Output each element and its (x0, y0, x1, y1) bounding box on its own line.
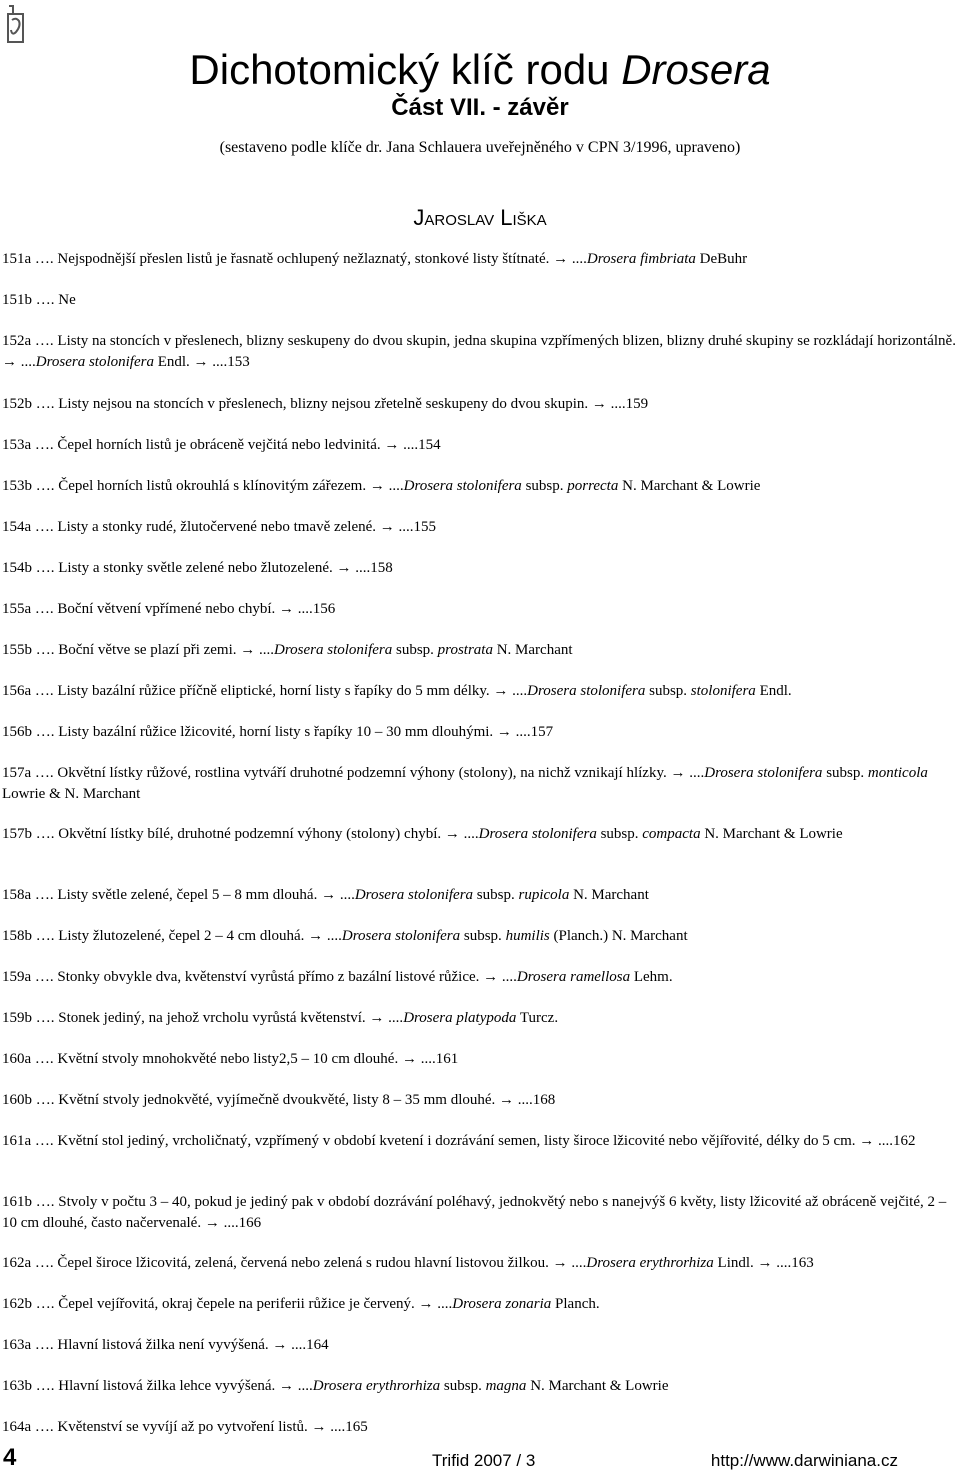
taxon-name: Drosera fimbriata (586, 251, 696, 267)
entry-text: 159b …. Stonek jediný, na jehož vrcholu vyrůstá květenství. → .... (2, 1010, 404, 1026)
entry-text: (Planch.) N. Marchant (549, 928, 688, 944)
key-entry (2, 640, 958, 661)
taxon-name: compacta (642, 826, 701, 842)
key-entry (2, 763, 958, 805)
taxon-name: Drosera stolonifera (341, 928, 461, 944)
website-url: http://www.darwiniana.cz (710, 1451, 898, 1470)
taxon-name: humilis (505, 928, 550, 944)
taxon-name: Drosera stolonifera (403, 478, 522, 494)
entry-text: 153a …. Čepel horních listů je obráceně vejčitá nebo ledvinitá. → ....154 (2, 437, 441, 453)
taxon-name: rupicola (518, 887, 570, 903)
taxon-name: porrecta (567, 478, 619, 494)
key-entry (2, 885, 958, 906)
key-entry (2, 558, 958, 579)
entry-text: 152b …. Listy nejsou na stoncích v přeslenech, blizny nejsou zřetelně seskupeny do dvou skupin. → ....159 (2, 396, 649, 412)
key-entry (2, 476, 958, 497)
entry-text: Lindl. → ....163 (713, 1255, 814, 1271)
entry-text: N. Marchant (492, 642, 573, 658)
entry-text: N. Marchant & Lowrie (618, 478, 761, 494)
entry-text: Endl. → ....153 (153, 354, 250, 370)
entry-text: subsp. (596, 826, 643, 842)
taxon-name: Drosera platypoda (403, 1010, 517, 1026)
taxon-name: Drosera stolonifera (704, 765, 823, 781)
key-entry (2, 1049, 958, 1070)
taxon-name: prostrata (437, 642, 493, 658)
entry-text: 155b …. Boční větve se plazí při zemi. → .... (2, 642, 275, 658)
entry-text: Lehm. (630, 969, 673, 985)
entry-text: 158a …. Listy světle zelené, čepel 5 – 8 mm dlouhá. → .... (2, 887, 355, 903)
entry-text: DeBuhr (695, 251, 748, 267)
entry-text: 151a …. Nejspodnější přeslen listů je řasnatě ochlupený nežlaznatý, stonkové listy štítnaté. → .... (2, 251, 587, 267)
page-footer (0, 1446, 960, 1472)
entry-text: 154a …. Listy a stonky rudé, žlutočervené nebo tmavě zelené. → ....155 (2, 519, 437, 535)
page-subtitle: Část VII. - závěr (391, 94, 569, 121)
entry-text: 163b …. Hlavní listová žilka lehce vyvýšená. → .... (2, 1378, 313, 1394)
key-entry (2, 967, 958, 988)
entry-text: subsp. (460, 928, 506, 944)
key-entry (2, 394, 958, 415)
page-title: Dichotomický klíč rodu Drosera (189, 46, 771, 93)
taxon-name: Drosera stolonifera (35, 354, 154, 370)
taxon-name: Drosera stolonifera (527, 683, 646, 699)
entry-text: 162a …. Čepel široce lžicovitá, zelená, červená nebo zelená s rudou hlavní listovou žilkou. → .... (2, 1255, 587, 1271)
taxon-name: Drosera stolonifera (354, 887, 474, 903)
entry-text: 154b …. Listy a stonky světle zelené nebo žlutozelené. → ....158 (2, 560, 393, 576)
magazine-logo-icon (3, 2, 29, 46)
key-entry (2, 1131, 958, 1152)
entry-text: 160a …. Květní stvoly mnohokvěté nebo listy2,5 – 10 cm dlouhé. → ....161 (2, 1051, 459, 1067)
taxon-name: Drosera stolonifera (478, 826, 597, 842)
entry-text: subsp. (822, 765, 868, 781)
page-number: 4 (3, 1444, 17, 1471)
key-entry (2, 824, 958, 845)
magazine-issue: Trifid 2007 / 3 (432, 1451, 536, 1470)
entry-text: Planch. (551, 1296, 600, 1312)
entry-text: 157a …. Okvětní lístky růžové, rostlina vytváří druhotné podzemní výhony (stolony), na nichž vznikají hlízky. → .... (2, 765, 705, 781)
entry-text: 161a …. Květní stol jediný, vrcholičnatý, vzpřímený v období kvetení i dozrávání semen, listy široce lžicovité nebo vějířovité, délky do 5 cm. → ....162 (2, 1133, 916, 1149)
entry-text: 159a …. Stonky obvykle dva, květenství vyrůstá přímo z bazální listové růžice. → .... (2, 969, 517, 985)
entry-text: subsp. (440, 1378, 486, 1394)
key-entry (2, 1090, 958, 1111)
key-entry (2, 290, 958, 311)
taxon-name: magna (485, 1378, 527, 1394)
source-note: (sestaveno podle klíče dr. Jana Schlauera uveřejněného v CPN 3/1996, upraveno) (219, 139, 741, 156)
key-entry (2, 722, 958, 743)
author-name: Jaroslav Liška (413, 205, 547, 230)
taxon-name: Drosera erythrorhiza (312, 1378, 441, 1394)
key-entry (2, 517, 958, 538)
key-entry (2, 1192, 958, 1234)
taxon-name: Drosera ramellosa (516, 969, 631, 985)
key-entry (2, 1376, 958, 1397)
key-entry (2, 599, 958, 620)
entry-text: subsp. (645, 683, 691, 699)
key-entry (2, 926, 958, 947)
entry-text: 161b …. Stvoly v počtu 3 – 40, pokud je jediný pak v období dozrávání poléhavý, jednokvětý nebo s nanejvýš 6 květy, listy lžicovité až obráceně vejčité, 2 – 10 cm dlouhé, často načervenalé. → ....166 (2, 1194, 947, 1231)
entry-text: 156a …. Listy bazální růžice příčně eliptické, horní listy s řapíky do 5 mm délky. → .... (2, 683, 528, 699)
title-genus: Drosera (621, 46, 771, 93)
entry-text: 153b …. Čepel horních listů okrouhlá s klínovitým zářezem. → .... (2, 478, 404, 494)
entry-text: 164a …. Květenství se vyvíjí až po vytvoření listů. → ....165 (2, 1419, 368, 1435)
entry-text: 158b …. Listy žlutozelené, čepel 2 – 4 cm dlouhá. → .... (2, 928, 342, 944)
taxon-name: stolonifera (690, 683, 756, 699)
key-entry (2, 1008, 958, 1029)
key-entry (2, 1253, 958, 1274)
entry-text: N. Marchant (569, 887, 649, 903)
key-entry (2, 331, 958, 373)
entry-text: 152a …. Listy na stoncích v přeslenech, blizny seskupeny do dvou skupin, jedna skupina vzpřímených blizen, blizny druhé skupiny se rozkládají horizontálně. → .... (2, 333, 956, 370)
key-entry (2, 435, 958, 456)
entry-text: 156b …. Listy bazální růžice lžicovité, horní listy s řapíky 10 – 30 mm dlouhými. → ....157 (2, 724, 554, 740)
key-entry (2, 681, 958, 702)
entry-text: Turcz. (516, 1010, 559, 1026)
key-entry (2, 1294, 958, 1315)
entry-text: 160b …. Květní stvoly jednokvěté, vyjímečně dvoukvěté, listy 8 – 35 mm dlouhé. → ....168 (2, 1092, 556, 1108)
entry-text: N. Marchant & Lowrie (526, 1378, 669, 1394)
entry-text: 163a …. Hlavní listová žilka není vyvýšená. → ....164 (2, 1337, 329, 1353)
entry-text: 151b …. Ne (2, 292, 76, 308)
taxon-name: Drosera erythrorhiza (586, 1255, 714, 1271)
entry-text: subsp. (392, 642, 438, 658)
taxon-name: Drosera zonaria (452, 1296, 552, 1312)
entry-text: Lowrie & N. Marchant (2, 786, 141, 802)
entry-text: 162b …. Čepel vejířovitá, okraj čepele na periferii růžice je červený. → .... (2, 1296, 453, 1312)
entry-text: 157b …. Okvětní lístky bílé, druhotné podzemní výhony (stolony) chybí. → .... (2, 826, 479, 842)
entry-text: subsp. (521, 478, 568, 494)
key-entry (2, 249, 958, 270)
entry-text: 155a …. Boční větvení vpřímené nebo chybí. → ....156 (2, 601, 336, 617)
entry-text: N. Marchant & Lowrie (700, 826, 843, 842)
key-entry (2, 1335, 958, 1356)
taxon-name: monticola (867, 765, 928, 781)
entry-text: Endl. (755, 683, 792, 699)
taxon-name: Drosera stolonifera (274, 642, 393, 658)
entry-text: subsp. (473, 887, 519, 903)
key-entry (2, 1417, 958, 1438)
